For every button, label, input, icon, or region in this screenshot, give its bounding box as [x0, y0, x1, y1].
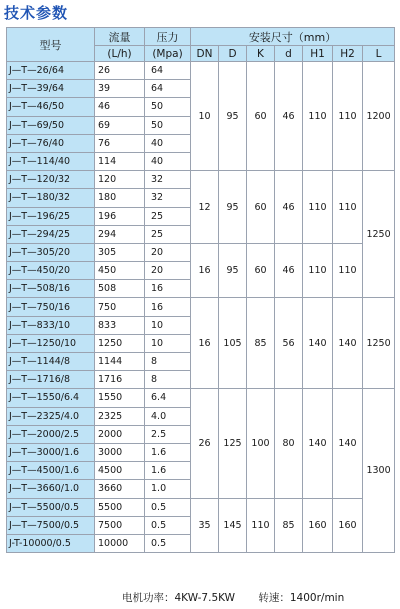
model-cell: J-T-10000/0.5 [7, 534, 95, 552]
motor-power: 电机功率：4KW-7.5KW [122, 592, 236, 604]
dim-cell-l: 1200 [363, 62, 395, 171]
pressure-cell: 50 [145, 116, 191, 134]
flow-cell: 39 [95, 80, 145, 98]
spec-table [6, 27, 395, 553]
model-cell: J—T—196/25 [7, 207, 95, 225]
flow-cell: 180 [95, 189, 145, 207]
dim-cell-dn: 10 [191, 62, 219, 171]
model-cell: J—T—46/50 [7, 98, 95, 116]
header-dim: L [363, 46, 395, 62]
dim-cell-d: 56 [275, 298, 303, 389]
model-cell: J—T—2000/2.5 [7, 425, 95, 443]
model-cell: J—T—1144/8 [7, 353, 95, 371]
dim-cell-h2: 110 [333, 62, 363, 171]
dim-cell-k: 60 [247, 171, 275, 244]
table-row [7, 389, 395, 407]
model-cell: J—T—1250/10 [7, 334, 95, 352]
header-install: 安装尺寸（mm） [191, 28, 395, 46]
model-cell: J—T—2325/4.0 [7, 407, 95, 425]
header-dim: H2 [333, 46, 363, 62]
pressure-cell: 16 [145, 280, 191, 298]
pressure-cell: 2.5 [145, 425, 191, 443]
header-dim: H1 [303, 46, 333, 62]
pressure-cell: 4.0 [145, 407, 191, 425]
pressure-cell: 10 [145, 316, 191, 334]
model-cell: J—T—4500/1.6 [7, 462, 95, 480]
dim-cell-k: 60 [247, 243, 275, 298]
model-cell: J—T—1550/6.4 [7, 389, 95, 407]
model-cell: J—T—5500/0.5 [7, 498, 95, 516]
flow-cell: 26 [95, 62, 145, 80]
dim-cell-l: 1300 [363, 389, 395, 553]
dim-cell-k: 60 [247, 62, 275, 171]
pressure-cell: 50 [145, 98, 191, 116]
model-cell: J—T—26/64 [7, 62, 95, 80]
dim-cell-h1: 110 [303, 62, 333, 171]
model-cell: J—T—305/20 [7, 243, 95, 261]
dim-cell-h1: 140 [303, 389, 333, 498]
table-row [7, 62, 395, 80]
flow-cell: 2325 [95, 407, 145, 425]
flow-cell: 46 [95, 98, 145, 116]
dim-cell-h1: 110 [303, 243, 333, 298]
dim-cell-h1: 160 [303, 498, 333, 553]
pressure-cell: 0.5 [145, 498, 191, 516]
model-cell: J—T—120/32 [7, 171, 95, 189]
flow-cell: 1144 [95, 353, 145, 371]
flow-cell: 2000 [95, 425, 145, 443]
flow-cell: 114 [95, 152, 145, 170]
flow-cell: 3660 [95, 480, 145, 498]
pressure-cell: 10 [145, 334, 191, 352]
header-dim: DN [191, 46, 219, 62]
model-cell: J—T—7500/0.5 [7, 516, 95, 534]
dim-cell-dn: 12 [191, 171, 219, 244]
dim-cell-k: 85 [247, 298, 275, 389]
rotation-speed: 转速：1400r/min [258, 592, 345, 604]
pressure-cell: 1.0 [145, 480, 191, 498]
dim-cell-h1: 110 [303, 171, 333, 244]
dim-cell-h2: 140 [333, 298, 363, 389]
pressure-cell: 20 [145, 243, 191, 261]
pressure-cell: 25 [145, 207, 191, 225]
header-dim: K [247, 46, 275, 62]
flow-cell: 1550 [95, 389, 145, 407]
flow-cell: 7500 [95, 516, 145, 534]
spec-table-body [7, 62, 395, 553]
model-cell: J—T—750/16 [7, 298, 95, 316]
flow-cell: 508 [95, 280, 145, 298]
pressure-cell: 32 [145, 171, 191, 189]
dim-cell-d: 145 [219, 498, 247, 553]
header-dim: D [219, 46, 247, 62]
pressure-cell: 32 [145, 189, 191, 207]
dim-cell-h2: 110 [333, 243, 363, 298]
model-cell: J—T—294/25 [7, 225, 95, 243]
model-cell: J—T—39/64 [7, 80, 95, 98]
dim-cell-d: 95 [219, 243, 247, 298]
dim-cell-dn: 16 [191, 243, 219, 298]
dim-cell-h2: 160 [333, 498, 363, 553]
flow-cell: 305 [95, 243, 145, 261]
flow-cell: 4500 [95, 462, 145, 480]
dim-cell-l: 1250 [363, 171, 395, 298]
flow-cell: 294 [95, 225, 145, 243]
dim-cell-k: 110 [247, 498, 275, 553]
dim-cell-h2: 110 [333, 171, 363, 244]
pressure-cell: 25 [145, 225, 191, 243]
pressure-cell: 40 [145, 152, 191, 170]
header-dim: d [275, 46, 303, 62]
dim-cell-d: 125 [219, 389, 247, 498]
flow-cell: 120 [95, 171, 145, 189]
flow-cell: 196 [95, 207, 145, 225]
flow-cell: 450 [95, 262, 145, 280]
header-pressure: 压力 [145, 28, 191, 46]
dim-cell-d: 95 [219, 62, 247, 171]
dim-cell-dn: 35 [191, 498, 219, 553]
model-cell: J—T—114/40 [7, 152, 95, 170]
dim-cell-d: 46 [275, 171, 303, 244]
model-cell: J—T—1716/8 [7, 371, 95, 389]
dim-cell-l: 1250 [363, 298, 395, 389]
table-row [7, 243, 395, 261]
model-cell: J—T—3660/1.0 [7, 480, 95, 498]
flow-cell: 69 [95, 116, 145, 134]
table-row [7, 171, 395, 189]
header-flow-unit: (L/h) [95, 46, 145, 62]
table-row [7, 298, 395, 316]
model-cell: J—T—508/16 [7, 280, 95, 298]
dim-cell-dn: 26 [191, 389, 219, 498]
model-cell: J—T—3000/1.6 [7, 443, 95, 461]
page-title: 技术参数 [4, 4, 69, 22]
model-cell: J—T—76/40 [7, 134, 95, 152]
flow-cell: 3000 [95, 443, 145, 461]
header-model: 型号 [7, 28, 95, 62]
model-cell: J—T—833/10 [7, 316, 95, 334]
dim-cell-d: 46 [275, 243, 303, 298]
dim-cell-h1: 140 [303, 298, 333, 389]
flow-cell: 1716 [95, 371, 145, 389]
pressure-cell: 1.6 [145, 462, 191, 480]
dim-cell-dn: 16 [191, 298, 219, 389]
dim-cell-d: 46 [275, 62, 303, 171]
dim-cell-h2: 140 [333, 389, 363, 498]
pressure-cell: 6.4 [145, 389, 191, 407]
pressure-cell: 8 [145, 371, 191, 389]
pressure-cell: 20 [145, 262, 191, 280]
pressure-cell: 64 [145, 62, 191, 80]
flow-cell: 750 [95, 298, 145, 316]
pressure-cell: 1.6 [145, 443, 191, 461]
dim-cell-k: 100 [247, 389, 275, 498]
header-flow: 流量 [95, 28, 145, 46]
flow-cell: 1250 [95, 334, 145, 352]
pressure-cell: 8 [145, 353, 191, 371]
pressure-cell: 16 [145, 298, 191, 316]
model-cell: J—T—180/32 [7, 189, 95, 207]
pressure-cell: 64 [145, 80, 191, 98]
table-row [7, 498, 395, 516]
pressure-cell: 40 [145, 134, 191, 152]
flow-cell: 76 [95, 134, 145, 152]
dim-cell-d: 105 [219, 298, 247, 389]
pressure-cell: 0.5 [145, 516, 191, 534]
flow-cell: 5500 [95, 498, 145, 516]
flow-cell: 833 [95, 316, 145, 334]
footer [122, 590, 364, 605]
pressure-cell: 0.5 [145, 534, 191, 552]
flow-cell: 10000 [95, 534, 145, 552]
header-pressure-unit: (Mpa) [145, 46, 191, 62]
dim-cell-d: 80 [275, 389, 303, 498]
model-cell: J—T—69/50 [7, 116, 95, 134]
dim-cell-d: 85 [275, 498, 303, 553]
dim-cell-d: 95 [219, 171, 247, 244]
model-cell: J—T—450/20 [7, 262, 95, 280]
